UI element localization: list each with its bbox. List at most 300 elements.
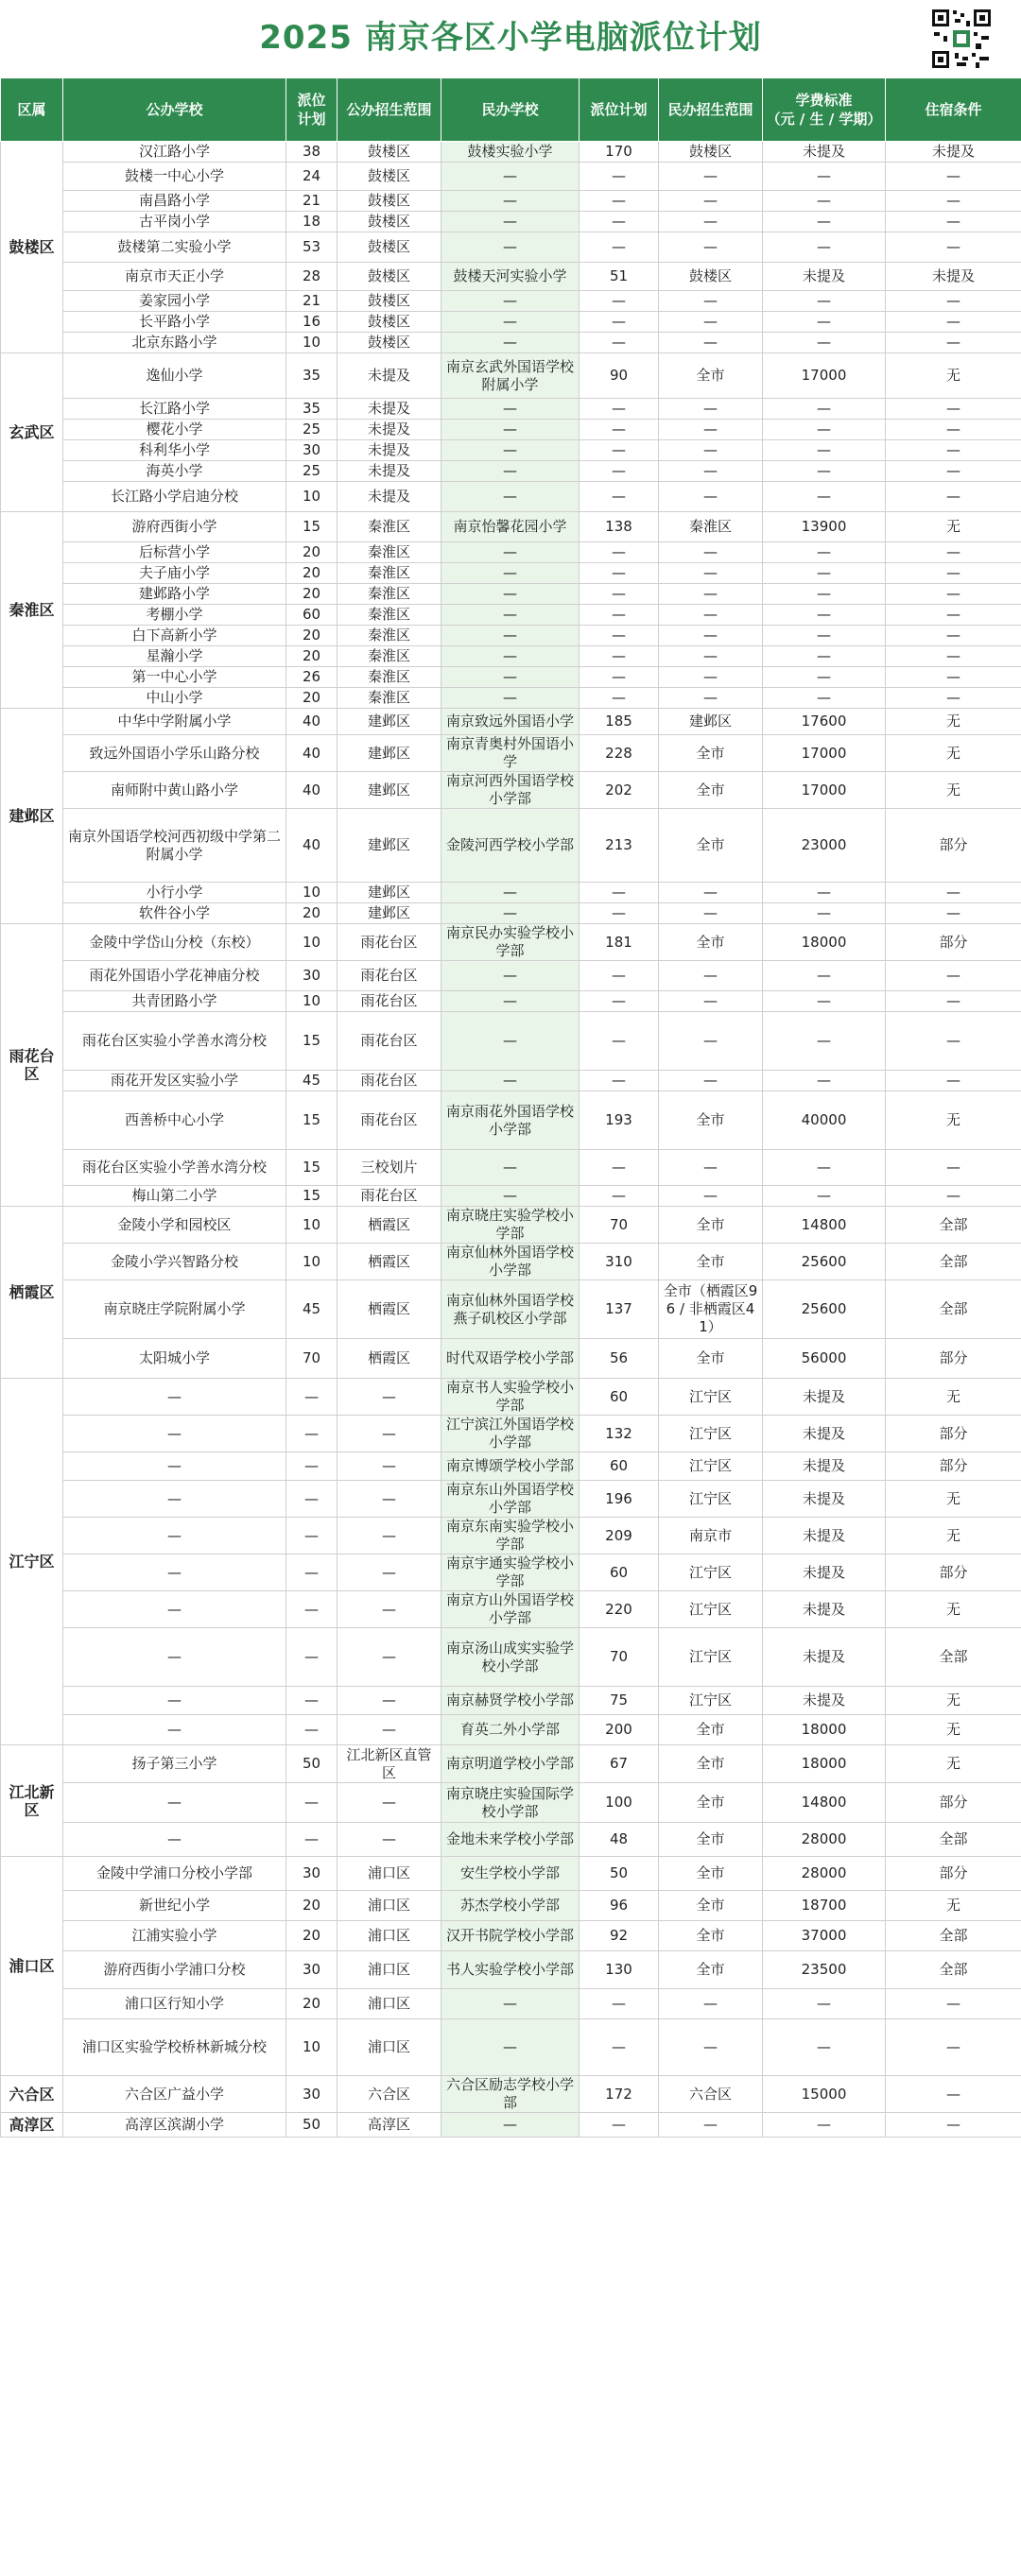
- public-range-cell: 秦淮区: [337, 542, 441, 563]
- public-quota-cell: 30: [286, 1857, 337, 1891]
- tuition-cell: 17600: [763, 709, 886, 735]
- private-range-cell: 全市: [659, 809, 763, 883]
- private-range-cell: 江宁区: [659, 1481, 763, 1518]
- plan-table: [0, 77, 1021, 2138]
- table-row: [1, 1280, 1021, 1339]
- private-range-cell: —: [659, 667, 763, 688]
- public-quota-cell: 25: [286, 420, 337, 440]
- boarding-cell: —: [886, 399, 1021, 420]
- table-row: [1, 903, 1021, 924]
- header-tuition: 学费标准 （元 / 生 / 学期）: [763, 78, 886, 142]
- public-quota-cell: 21: [286, 191, 337, 212]
- public-school-cell: —: [63, 1416, 286, 1452]
- public-school-cell: 南京市天正小学: [63, 263, 286, 291]
- private-school-cell: —: [441, 883, 580, 903]
- public-range-cell: —: [337, 1591, 441, 1628]
- public-quota-cell: 16: [286, 312, 337, 333]
- public-quota-cell: 45: [286, 1280, 337, 1339]
- public-school-cell: 逸仙小学: [63, 353, 286, 399]
- private-quota-cell: 56: [580, 1339, 659, 1379]
- public-range-cell: 秦淮区: [337, 563, 441, 584]
- public-school-cell: 浦口区实验学校桥林新城分校: [63, 2019, 286, 2076]
- public-quota-cell: —: [286, 1518, 337, 1554]
- private-school-cell: 南京青奥村外国语小学: [441, 735, 580, 772]
- private-range-cell: 全市: [659, 1921, 763, 1951]
- tuition-cell: 14800: [763, 1207, 886, 1244]
- public-quota-cell: 15: [286, 1091, 337, 1150]
- boarding-cell: —: [886, 626, 1021, 646]
- private-quota-cell: —: [580, 1150, 659, 1186]
- public-quota-cell: 40: [286, 772, 337, 809]
- public-quota-cell: 30: [286, 2076, 337, 2113]
- tuition-cell: —: [763, 1071, 886, 1091]
- private-quota-cell: —: [580, 291, 659, 312]
- private-quota-cell: —: [580, 333, 659, 353]
- tuition-cell: —: [763, 605, 886, 626]
- public-range-cell: —: [337, 1823, 441, 1857]
- boarding-cell: —: [886, 883, 1021, 903]
- table-header-row: [1, 78, 1021, 142]
- private-school-cell: —: [441, 461, 580, 482]
- private-quota-cell: 310: [580, 1244, 659, 1280]
- private-quota-cell: 96: [580, 1891, 659, 1921]
- private-school-cell: —: [441, 626, 580, 646]
- tuition-cell: —: [763, 563, 886, 584]
- public-quota-cell: 10: [286, 883, 337, 903]
- public-range-cell: 雨花台区: [337, 1091, 441, 1150]
- private-school-cell: 南京晓庄实验学校小学部: [441, 1207, 580, 1244]
- table-row: [1, 1715, 1021, 1745]
- public-quota-cell: 20: [286, 542, 337, 563]
- table-row: [1, 1071, 1021, 1091]
- public-quota-cell: 26: [286, 667, 337, 688]
- private-quota-cell: —: [580, 605, 659, 626]
- public-school-cell: 鼓楼一中心小学: [63, 163, 286, 191]
- private-range-cell: 全市: [659, 1823, 763, 1857]
- public-school-cell: 金陵中学岱山分校（东校）: [63, 924, 286, 961]
- private-quota-cell: 51: [580, 263, 659, 291]
- private-range-cell: —: [659, 163, 763, 191]
- private-range-cell: 江宁区: [659, 1591, 763, 1628]
- public-range-cell: 栖霞区: [337, 1244, 441, 1280]
- private-range-cell: —: [659, 1186, 763, 1207]
- tuition-cell: —: [763, 2019, 886, 2076]
- public-quota-cell: 15: [286, 1012, 337, 1071]
- table-row: [1, 1783, 1021, 1823]
- public-range-cell: 栖霞区: [337, 1339, 441, 1379]
- private-school-cell: 书人实验学校小学部: [441, 1951, 580, 1989]
- public-quota-cell: 20: [286, 563, 337, 584]
- public-range-cell: 鼓楼区: [337, 312, 441, 333]
- private-quota-cell: 70: [580, 1207, 659, 1244]
- tuition-cell: 25600: [763, 1244, 886, 1280]
- private-quota-cell: 185: [580, 709, 659, 735]
- tuition-cell: 23500: [763, 1951, 886, 1989]
- public-school-cell: 科利华小学: [63, 440, 286, 461]
- tuition-cell: —: [763, 961, 886, 991]
- private-quota-cell: —: [580, 163, 659, 191]
- private-quota-cell: —: [580, 1071, 659, 1091]
- public-school-cell: 西善桥中心小学: [63, 1091, 286, 1150]
- private-quota-cell: 228: [580, 735, 659, 772]
- boarding-cell: —: [886, 1071, 1021, 1091]
- public-quota-cell: 28: [286, 263, 337, 291]
- tuition-cell: 18000: [763, 924, 886, 961]
- private-quota-cell: 67: [580, 1745, 659, 1783]
- header-private-school: 民办学校: [441, 78, 580, 142]
- public-school-cell: —: [63, 1379, 286, 1416]
- public-range-cell: 未提及: [337, 399, 441, 420]
- table-row: [1, 1745, 1021, 1783]
- private-quota-cell: —: [580, 883, 659, 903]
- private-school-cell: 南京书人实验学校小学部: [441, 1379, 580, 1416]
- private-school-cell: —: [441, 563, 580, 584]
- public-quota-cell: 10: [286, 991, 337, 1012]
- boarding-cell: —: [886, 461, 1021, 482]
- public-school-cell: —: [63, 1823, 286, 1857]
- public-quota-cell: —: [286, 1481, 337, 1518]
- table-row: [1, 333, 1021, 353]
- table-row: [1, 1012, 1021, 1071]
- public-range-cell: 雨花台区: [337, 961, 441, 991]
- district-cell: 浦口区: [1, 1857, 63, 2076]
- tuition-cell: 23000: [763, 809, 886, 883]
- private-quota-cell: 213: [580, 809, 659, 883]
- tuition-cell: —: [763, 1989, 886, 2019]
- tuition-cell: —: [763, 461, 886, 482]
- table-row: [1, 542, 1021, 563]
- table-row: [1, 961, 1021, 991]
- table-row: [1, 2113, 1021, 2138]
- public-school-cell: 长江路小学: [63, 399, 286, 420]
- public-range-cell: 秦淮区: [337, 605, 441, 626]
- public-range-cell: 未提及: [337, 461, 441, 482]
- private-school-cell: 南京方山外国语学校小学部: [441, 1591, 580, 1628]
- private-quota-cell: 60: [580, 1379, 659, 1416]
- tuition-cell: 28000: [763, 1857, 886, 1891]
- public-quota-cell: 30: [286, 440, 337, 461]
- private-quota-cell: —: [580, 440, 659, 461]
- public-range-cell: —: [337, 1687, 441, 1715]
- public-quota-cell: 15: [286, 1150, 337, 1186]
- boarding-cell: —: [886, 542, 1021, 563]
- table-row: [1, 626, 1021, 646]
- private-range-cell: 江宁区: [659, 1379, 763, 1416]
- private-range-cell: —: [659, 991, 763, 1012]
- public-range-cell: —: [337, 1554, 441, 1591]
- public-school-cell: —: [63, 1783, 286, 1823]
- header-public-school: 公办学校: [63, 78, 286, 142]
- boarding-cell: —: [886, 232, 1021, 263]
- public-quota-cell: 38: [286, 142, 337, 163]
- private-range-cell: 南京市: [659, 1518, 763, 1554]
- header-public-range: 公办招生范围: [337, 78, 441, 142]
- qr-code-icon: [930, 8, 993, 70]
- public-school-cell: 金陵中学浦口分校小学部: [63, 1857, 286, 1891]
- boarding-cell: 部分: [886, 1857, 1021, 1891]
- boarding-cell: —: [886, 440, 1021, 461]
- private-quota-cell: 202: [580, 772, 659, 809]
- public-quota-cell: —: [286, 1416, 337, 1452]
- table-row: [1, 605, 1021, 626]
- private-school-cell: —: [441, 605, 580, 626]
- table-row: [1, 667, 1021, 688]
- private-quota-cell: —: [580, 542, 659, 563]
- private-range-cell: 秦淮区: [659, 512, 763, 542]
- public-range-cell: 浦口区: [337, 1989, 441, 2019]
- public-quota-cell: —: [286, 1591, 337, 1628]
- table-row: [1, 1244, 1021, 1280]
- private-school-cell: 金地未来学校小学部: [441, 1823, 580, 1857]
- header-private-range: 民办招生范围: [659, 78, 763, 142]
- public-range-cell: 雨花台区: [337, 1071, 441, 1091]
- private-quota-cell: —: [580, 232, 659, 263]
- private-quota-cell: 138: [580, 512, 659, 542]
- private-school-cell: —: [441, 584, 580, 605]
- boarding-cell: —: [886, 563, 1021, 584]
- private-quota-cell: —: [580, 626, 659, 646]
- public-range-cell: 鼓楼区: [337, 142, 441, 163]
- table-row: [1, 772, 1021, 809]
- public-school-cell: 北京东路小学: [63, 333, 286, 353]
- district-cell: 高淳区: [1, 2113, 63, 2138]
- table-row: [1, 1951, 1021, 1989]
- public-quota-cell: —: [286, 1452, 337, 1481]
- boarding-cell: —: [886, 420, 1021, 440]
- private-range-cell: 全市: [659, 1745, 763, 1783]
- table-row: [1, 212, 1021, 232]
- private-school-cell: —: [441, 482, 580, 512]
- private-school-cell: 南京晓庄实验国际学校小学部: [441, 1783, 580, 1823]
- boarding-cell: 全部: [886, 1921, 1021, 1951]
- public-range-cell: 秦淮区: [337, 688, 441, 709]
- private-quota-cell: —: [580, 563, 659, 584]
- district-cell: 秦淮区: [1, 512, 63, 709]
- tuition-cell: 18700: [763, 1891, 886, 1921]
- public-school-cell: 夫子庙小学: [63, 563, 286, 584]
- public-quota-cell: —: [286, 1628, 337, 1687]
- table-body: [1, 142, 1021, 2138]
- table-row: [1, 1554, 1021, 1591]
- private-quota-cell: 132: [580, 1416, 659, 1452]
- public-range-cell: —: [337, 1379, 441, 1416]
- tuition-cell: 17000: [763, 772, 886, 809]
- tuition-cell: —: [763, 291, 886, 312]
- private-quota-cell: —: [580, 991, 659, 1012]
- private-range-cell: —: [659, 961, 763, 991]
- boarding-cell: 无: [886, 1745, 1021, 1783]
- private-range-cell: 江宁区: [659, 1554, 763, 1591]
- private-school-cell: —: [441, 903, 580, 924]
- private-school-cell: —: [441, 420, 580, 440]
- table-row: [1, 461, 1021, 482]
- tuition-cell: —: [763, 163, 886, 191]
- private-range-cell: —: [659, 461, 763, 482]
- public-school-cell: —: [63, 1481, 286, 1518]
- boarding-cell: —: [886, 191, 1021, 212]
- table-row: [1, 1481, 1021, 1518]
- public-school-cell: 江浦实验小学: [63, 1921, 286, 1951]
- table-row: [1, 1518, 1021, 1554]
- public-school-cell: 后标营小学: [63, 542, 286, 563]
- private-school-cell: —: [441, 991, 580, 1012]
- tuition-cell: 未提及: [763, 1591, 886, 1628]
- tuition-cell: 15000: [763, 2076, 886, 2113]
- public-range-cell: 栖霞区: [337, 1207, 441, 1244]
- tuition-cell: 56000: [763, 1339, 886, 1379]
- private-range-cell: 全市: [659, 772, 763, 809]
- private-range-cell: 六合区: [659, 2076, 763, 2113]
- table-row: [1, 1339, 1021, 1379]
- public-quota-cell: 20: [286, 646, 337, 667]
- public-school-cell: 姜家园小学: [63, 291, 286, 312]
- public-range-cell: 未提及: [337, 440, 441, 461]
- public-range-cell: —: [337, 1416, 441, 1452]
- public-quota-cell: 24: [286, 163, 337, 191]
- private-range-cell: —: [659, 584, 763, 605]
- boarding-cell: —: [886, 2076, 1021, 2113]
- boarding-cell: —: [886, 688, 1021, 709]
- public-quota-cell: —: [286, 1783, 337, 1823]
- public-quota-cell: 53: [286, 232, 337, 263]
- public-range-cell: 浦口区: [337, 1857, 441, 1891]
- private-range-cell: 全市: [659, 1339, 763, 1379]
- table-row: [1, 646, 1021, 667]
- private-quota-cell: —: [580, 646, 659, 667]
- boarding-cell: —: [886, 291, 1021, 312]
- tuition-cell: 25600: [763, 1280, 886, 1339]
- public-school-cell: 中山小学: [63, 688, 286, 709]
- table-row: [1, 1921, 1021, 1951]
- private-range-cell: —: [659, 542, 763, 563]
- private-quota-cell: 137: [580, 1280, 659, 1339]
- private-quota-cell: 170: [580, 142, 659, 163]
- boarding-cell: 全部: [886, 1207, 1021, 1244]
- private-quota-cell: 50: [580, 1857, 659, 1891]
- public-quota-cell: 15: [286, 512, 337, 542]
- private-quota-cell: 48: [580, 1823, 659, 1857]
- tuition-cell: 未提及: [763, 1687, 886, 1715]
- private-range-cell: —: [659, 232, 763, 263]
- private-quota-cell: —: [580, 482, 659, 512]
- table-row: [1, 440, 1021, 461]
- public-school-cell: 金陵小学兴智路分校: [63, 1244, 286, 1280]
- public-range-cell: 建邺区: [337, 883, 441, 903]
- public-school-cell: 长江路小学启迪分校: [63, 482, 286, 512]
- private-range-cell: 全市（栖霞区96 / 非栖霞区41）: [659, 1280, 763, 1339]
- boarding-cell: 无: [886, 709, 1021, 735]
- private-range-cell: —: [659, 688, 763, 709]
- public-range-cell: 秦淮区: [337, 584, 441, 605]
- tuition-cell: —: [763, 688, 886, 709]
- public-range-cell: —: [337, 1518, 441, 1554]
- tuition-cell: 未提及: [763, 1628, 886, 1687]
- tuition-cell: —: [763, 212, 886, 232]
- district-cell: 六合区: [1, 2076, 63, 2113]
- public-quota-cell: —: [286, 1687, 337, 1715]
- private-school-cell: —: [441, 291, 580, 312]
- private-range-cell: 全市: [659, 1091, 763, 1150]
- public-range-cell: 建邺区: [337, 709, 441, 735]
- tuition-cell: —: [763, 646, 886, 667]
- public-range-cell: —: [337, 1628, 441, 1687]
- private-quota-cell: 75: [580, 1687, 659, 1715]
- private-school-cell: 汉开书院学校小学部: [441, 1921, 580, 1951]
- header-district: 区属: [1, 78, 63, 142]
- private-school-cell: —: [441, 163, 580, 191]
- tuition-cell: 未提及: [763, 263, 886, 291]
- private-range-cell: —: [659, 2019, 763, 2076]
- public-range-cell: 鼓楼区: [337, 163, 441, 191]
- private-school-cell: —: [441, 1989, 580, 2019]
- boarding-cell: 无: [886, 1715, 1021, 1745]
- boarding-cell: 部分: [886, 924, 1021, 961]
- boarding-cell: 部分: [886, 1339, 1021, 1379]
- tuition-cell: 37000: [763, 1921, 886, 1951]
- tuition-cell: 未提及: [763, 1452, 886, 1481]
- table-row: [1, 809, 1021, 883]
- boarding-cell: 无: [886, 735, 1021, 772]
- boarding-cell: —: [886, 991, 1021, 1012]
- boarding-cell: —: [886, 667, 1021, 688]
- public-range-cell: 雨花台区: [337, 1186, 441, 1207]
- private-quota-cell: —: [580, 420, 659, 440]
- private-quota-cell: 196: [580, 1481, 659, 1518]
- public-school-cell: 游府西街小学浦口分校: [63, 1951, 286, 1989]
- private-range-cell: —: [659, 440, 763, 461]
- private-quota-cell: —: [580, 2019, 659, 2076]
- public-quota-cell: 10: [286, 924, 337, 961]
- table-row: [1, 312, 1021, 333]
- table-row: [1, 1186, 1021, 1207]
- public-range-cell: 三校划片: [337, 1150, 441, 1186]
- public-range-cell: 浦口区: [337, 1921, 441, 1951]
- boarding-cell: 全部: [886, 1628, 1021, 1687]
- boarding-cell: 无: [886, 1518, 1021, 1554]
- public-quota-cell: 20: [286, 584, 337, 605]
- tuition-cell: 28000: [763, 1823, 886, 1857]
- private-school-cell: —: [441, 1012, 580, 1071]
- public-range-cell: 高淳区: [337, 2113, 441, 2138]
- boarding-cell: —: [886, 1989, 1021, 2019]
- public-school-cell: 梅山第二小学: [63, 1186, 286, 1207]
- private-range-cell: —: [659, 212, 763, 232]
- private-range-cell: —: [659, 646, 763, 667]
- private-quota-cell: 60: [580, 1554, 659, 1591]
- public-school-cell: 古平岗小学: [63, 212, 286, 232]
- public-range-cell: 六合区: [337, 2076, 441, 2113]
- table-row: [1, 563, 1021, 584]
- public-school-cell: 第一中心小学: [63, 667, 286, 688]
- boarding-cell: —: [886, 1186, 1021, 1207]
- tuition-cell: —: [763, 333, 886, 353]
- public-range-cell: 鼓楼区: [337, 212, 441, 232]
- boarding-cell: 无: [886, 1379, 1021, 1416]
- private-quota-cell: —: [580, 399, 659, 420]
- table-row: [1, 924, 1021, 961]
- district-cell: 鼓楼区: [1, 142, 63, 353]
- private-quota-cell: 200: [580, 1715, 659, 1745]
- tuition-cell: 未提及: [763, 142, 886, 163]
- boarding-cell: —: [886, 312, 1021, 333]
- private-quota-cell: 172: [580, 2076, 659, 2113]
- table-row: [1, 1857, 1021, 1891]
- public-school-cell: 考棚小学: [63, 605, 286, 626]
- table-row: [1, 735, 1021, 772]
- public-quota-cell: 18: [286, 212, 337, 232]
- private-school-cell: —: [441, 2019, 580, 2076]
- private-quota-cell: 209: [580, 1518, 659, 1554]
